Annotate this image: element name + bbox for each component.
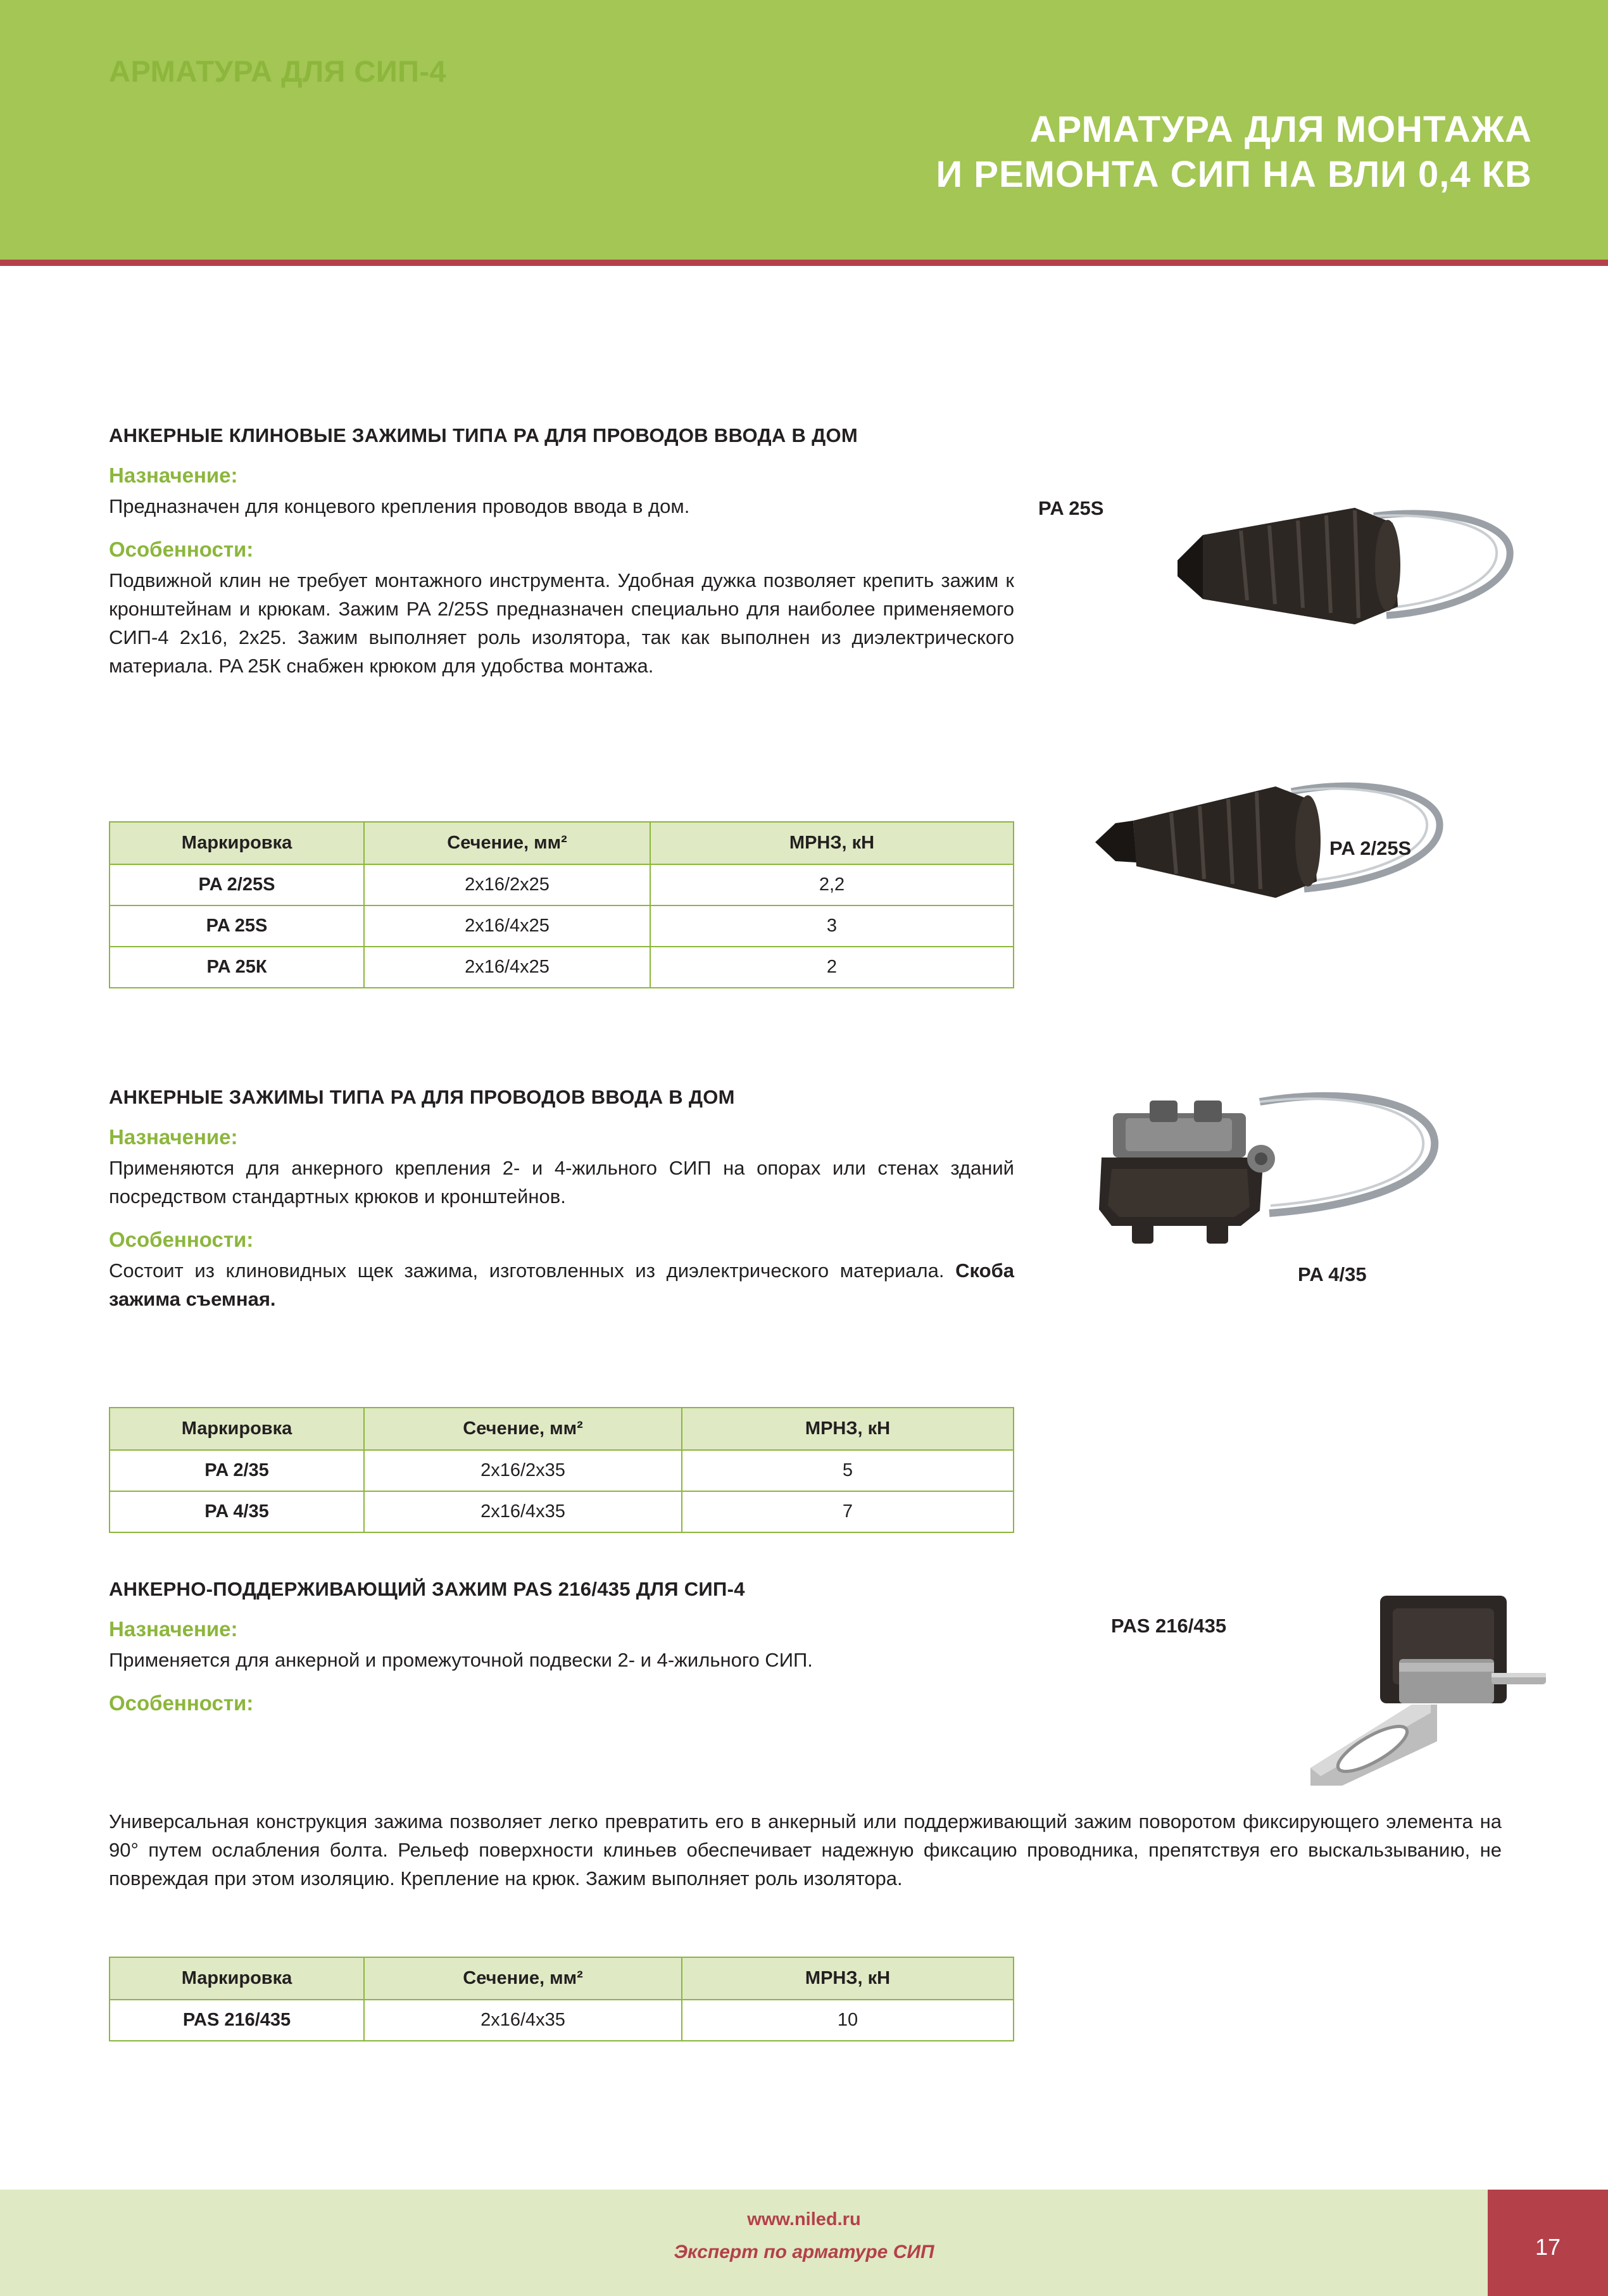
block-3-purpose-label: Назначение: <box>109 1617 238 1641</box>
block-2-features-text-normal: Состоит из клиновидных щек зажима, изготовленных из диэлектрического материала. <box>109 1259 956 1282</box>
cell-section: 2х16/4х35 <box>364 2000 682 2041</box>
block-3-spec-table <box>109 1957 1014 2041</box>
block-3-purpose-text: Применяется для анкерной и промежуточной подвески 2- и 4-жильного СИП. <box>109 1649 813 1671</box>
anchor-support-clamp-icon <box>1304 1583 1557 1792</box>
block-2-features-text-bold: Скоба зажима съемная. <box>109 1259 1014 1310</box>
table-row <box>110 947 1014 988</box>
cell-mrnz: 2,2 <box>650 864 1014 905</box>
figure-label-pa-25s: PA 25S <box>1038 497 1104 519</box>
col-header-mrnz: МРНЗ, кН <box>650 822 1014 864</box>
page-number: 17 <box>1535 2234 1561 2260</box>
block-2-features-label: Особенности: <box>109 1227 254 1251</box>
page-header-title <box>582 108 1532 198</box>
table-header-row <box>110 1408 1014 1450</box>
cell-mrnz: 5 <box>682 1450 1014 1491</box>
cell-marking: PA 2/25S <box>110 864 364 905</box>
header-title-line-1: АРМАТУРА ДЛЯ МОНТАЖА <box>1029 109 1532 150</box>
col-header-section: Сечение, мм² <box>364 1957 682 2000</box>
cell-marking: PA 25S <box>110 905 364 947</box>
col-header-marking: Маркировка <box>110 822 364 864</box>
footer-website-link[interactable]: www.niled.ru <box>747 2209 861 2230</box>
table-header-row <box>110 1957 1014 2000</box>
anchor-clamp-icon <box>1051 1064 1507 1260</box>
block-1-purpose-text: Предназначен для концевого крепления проводов ввода в дом. <box>109 495 690 517</box>
cell-mrnz: 2 <box>650 947 1014 988</box>
col-header-mrnz: МРНЗ, кН <box>682 1957 1014 2000</box>
col-header-marking: Маркировка <box>110 1408 364 1450</box>
cell-marking: PA 2/35 <box>110 1450 364 1491</box>
wedge-anchor-clamp-icon <box>1165 481 1545 665</box>
header-title-line-2: И РЕМОНТА СИП НА ВЛИ 0,4 КВ <box>936 153 1532 195</box>
table-row <box>110 2000 1014 2041</box>
block-1-spec-table <box>109 821 1014 988</box>
figure-label-pa-2-25s: PA 2/25S <box>1329 837 1412 859</box>
block-2-purpose-label: Назначение: <box>109 1125 238 1149</box>
block-1-features-label: Особенности: <box>109 537 254 561</box>
table-row <box>110 1450 1014 1491</box>
col-header-marking: Маркировка <box>110 1957 364 2000</box>
block-2-purpose-text: Применяются для анкерного крепления 2- и 4-жильного СИП на опорах или стенах зданий посредством стандартных крюков и кронштейнов. <box>109 1157 1014 1208</box>
table-header-row <box>110 822 1014 864</box>
figure-label-pas-216-435: PAS 216/435 <box>1111 1615 1227 1637</box>
block-1-heading: АНКЕРНЫЕ КЛИНОВЫЕ ЗАЖИМЫ ТИПА PA ДЛЯ ПРОВОДОВ ВВОДА В ДОМ <box>109 424 858 446</box>
col-header-section: Сечение, мм² <box>364 822 650 864</box>
block-3-text-column <box>109 1578 1014 1720</box>
figure-pa-25s <box>1165 481 1545 665</box>
block-3-features-wide <box>109 1808 1502 1893</box>
cell-mrnz: 10 <box>682 2000 1014 2041</box>
block-2-features-text <box>109 1257 1014 1314</box>
cell-marking: PA 25К <box>110 947 364 988</box>
cell-section: 2х16/2х35 <box>364 1450 682 1491</box>
table-row <box>110 864 1014 905</box>
cell-section: 2х16/4х35 <box>364 1491 682 1532</box>
block-3-features-label: Особенности: <box>109 1691 254 1715</box>
block-2-spec-table <box>109 1407 1014 1533</box>
cell-mrnz: 7 <box>682 1491 1014 1532</box>
cell-section: 2х16/4х25 <box>364 947 650 988</box>
cell-section: 2х16/4х25 <box>364 905 650 947</box>
cell-marking: PA 4/35 <box>110 1491 364 1532</box>
table-row <box>110 1491 1014 1532</box>
table-row <box>110 905 1014 947</box>
block-1-text-column <box>109 424 1014 681</box>
col-header-section: Сечение, мм² <box>364 1408 682 1450</box>
block-1-purpose-label: Назначение: <box>109 464 238 487</box>
footer-slogan: Эксперт по арматуре СИП <box>674 2242 934 2262</box>
block-2-text-column <box>109 1086 1014 1314</box>
cell-mrnz: 3 <box>650 905 1014 947</box>
block-3-features-text: Универсальная конструкция зажима позволяет легко превратить его в анкерный или поддерживающий зажим поворотом фиксирующего элемента на 90° путем ослабления болта. Рельеф поверхности клиньев обеспечивает надежную фиксацию проводника, препятствуя его выскальзыванию, не повреждая при этом изоляцию. Крепление на крюк. Зажим выполняет роль изолятора. <box>109 1810 1502 1889</box>
block-1-features-text: Подвижной клин не требует монтажного инструмента. Удобная дужка позволяет крепить зажим к кронштейнам и крюкам. Зажим PA 2/25S предназначен специально для наиболее применяемого СИП-4 2х16, 2х25. Зажим выполняет роль изолятора, так как выполнен из диэлектрического материала. PA 25К снабжен крюком для удобства монтажа. <box>109 569 1014 677</box>
header-divider-rule <box>0 260 1608 266</box>
cell-marking: PAS 216/435 <box>110 2000 364 2041</box>
figure-pa-4-35 <box>1051 1064 1507 1260</box>
block-3-heading: АНКЕРНО-ПОДДЕРЖИВАЮЩИЙ ЗАЖИМ PAS 216/435 ДЛЯ СИП-4 <box>109 1578 745 1600</box>
figure-pas-216-435 <box>1304 1583 1557 1792</box>
section-title: АРМАТУРА ДЛЯ СИП-4 <box>109 54 447 88</box>
cell-section: 2х16/2х25 <box>364 864 650 905</box>
block-2-heading: АНКЕРНЫЕ ЗАЖИМЫ ТИПА PA ДЛЯ ПРОВОДОВ ВВОДА В ДОМ <box>109 1086 735 1108</box>
figure-label-pa-4-35: PA 4/35 <box>1298 1263 1367 1285</box>
col-header-mrnz: МРНЗ, кН <box>682 1408 1014 1450</box>
